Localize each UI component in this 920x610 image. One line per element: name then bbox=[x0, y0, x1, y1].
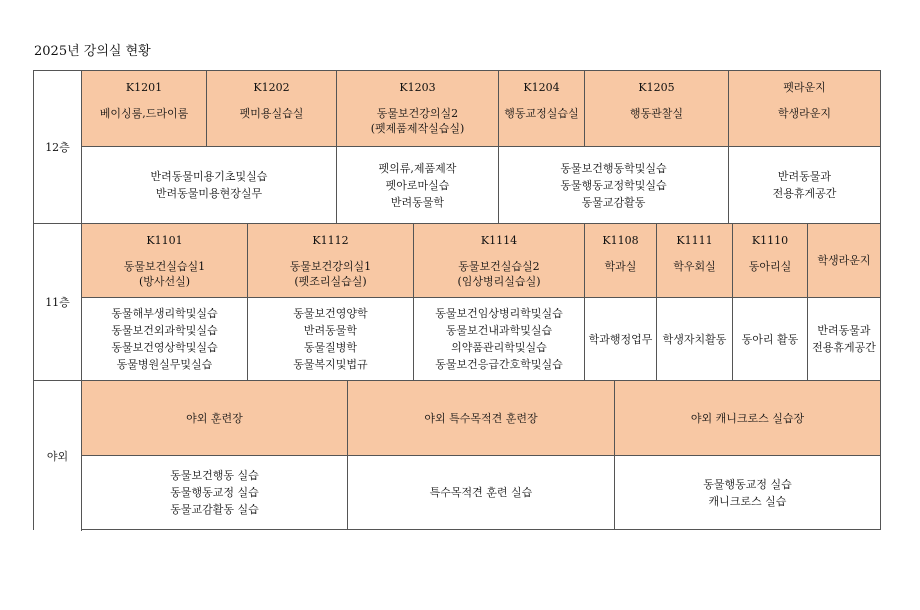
usage-item: 동물교감활동 실습 bbox=[170, 503, 259, 516]
floor-label-outdoor bbox=[34, 381, 82, 531]
usage-item: 캐니크로스 실습 bbox=[708, 494, 787, 508]
usage-item: 전용휴게공간 bbox=[772, 187, 837, 200]
room-code: K1112 bbox=[312, 234, 349, 247]
room-code: K1204 bbox=[523, 81, 560, 94]
room-name: 학생라운지 bbox=[777, 107, 832, 120]
outdoor-cell-canicross bbox=[615, 381, 880, 456]
room-subname: (방사선실) bbox=[138, 275, 191, 288]
usage-item: 특수목적견 훈련 실습 bbox=[429, 486, 533, 499]
room-subname: (펫제품제작실습실) bbox=[370, 122, 465, 135]
usage-cell-12-a bbox=[82, 147, 337, 224]
usage-item: 반려동물과 bbox=[817, 324, 871, 337]
room-code: K1205 bbox=[638, 81, 675, 94]
room-cell-k1112 bbox=[248, 224, 414, 298]
usage-item: 동물보건내과학및실습 bbox=[445, 324, 553, 337]
usage-item: 동물질병학 bbox=[303, 341, 358, 354]
usage-item: 동아리 활동 bbox=[741, 332, 799, 346]
room-name: 행동관찰실 bbox=[629, 107, 684, 120]
usage-item: 동물병원실무및실습 bbox=[116, 358, 213, 371]
usage-item: 전용휴게공간 bbox=[812, 341, 876, 354]
room-name: 베이싱룸,드라이룸 bbox=[99, 107, 189, 120]
outdoor-cell-special bbox=[348, 381, 615, 456]
usage-item: 반려동물과 bbox=[777, 170, 832, 183]
room-code: K1201 bbox=[125, 81, 163, 94]
usage-item: 동물보건응급간호학및실습 bbox=[435, 358, 563, 371]
usage-item: 반려동물학 bbox=[303, 324, 358, 337]
usage-item: 동물보건외과학및실습 bbox=[111, 324, 218, 337]
room-cell-k1101 bbox=[82, 224, 248, 298]
room-name: 동아리실 bbox=[748, 260, 792, 273]
usage-cell-11-e bbox=[657, 298, 733, 381]
floor-label-text: 11층 bbox=[45, 295, 70, 309]
usage-item: 의약품관리학및실습 bbox=[451, 341, 547, 354]
usage-cell-11-a bbox=[82, 298, 248, 381]
usage-item: 동물행동교정 실습 bbox=[703, 477, 792, 491]
usage-item: 동물교감활동 bbox=[581, 195, 646, 209]
room-code: K1101 bbox=[146, 234, 183, 247]
usage-item: 동물복지및법규 bbox=[293, 358, 368, 371]
room-name: 동물보건실습실2 bbox=[458, 260, 540, 273]
room-cell-k1201 bbox=[82, 71, 207, 147]
room-cell-k1202 bbox=[207, 71, 337, 147]
room-code: K1202 bbox=[253, 81, 290, 94]
room-cell-k1204 bbox=[499, 71, 585, 147]
room-code: 펫라운지 bbox=[783, 81, 826, 94]
usage-item: 펫의류,제품제작 bbox=[378, 161, 457, 175]
usage-cell-11-d bbox=[585, 298, 657, 381]
floor-label-12 bbox=[34, 71, 82, 224]
usage-cell-12-b bbox=[337, 147, 499, 224]
usage-cell-11-c bbox=[414, 298, 585, 381]
usage-item: 동물행동교정 실습 bbox=[170, 486, 259, 499]
usage-item: 동물보건임상병리학및실습 bbox=[435, 307, 563, 320]
room-cell-k1114 bbox=[414, 224, 585, 298]
room-name: 펫미용실습실 bbox=[239, 107, 304, 120]
usage-cell-11-g bbox=[808, 298, 880, 381]
usage-cell-12-d bbox=[729, 147, 880, 224]
room-cell-k1108 bbox=[585, 224, 657, 298]
outdoor-room-name: 야외 캐니크로스 실습장 bbox=[690, 411, 805, 425]
usage-item: 동물보건영양학 bbox=[293, 307, 368, 320]
usage-item: 학생자치활동 bbox=[662, 332, 727, 346]
room-name: 학우회실 bbox=[673, 260, 716, 273]
room-cell-k1205 bbox=[585, 71, 729, 147]
room-cell-pet-lounge bbox=[729, 71, 880, 147]
room-name: 동물보건강의실2 bbox=[376, 107, 459, 120]
usage-item: 동물보건행동 실습 bbox=[170, 469, 259, 482]
floor-label-11 bbox=[34, 224, 82, 381]
usage-item: 동물보건영상학및실습 bbox=[111, 341, 218, 354]
room-name: 학과실 bbox=[604, 260, 637, 273]
usage-item: 펫아로마실습 bbox=[385, 178, 450, 192]
usage-cell-12-c bbox=[499, 147, 729, 224]
room-code: K1111 bbox=[676, 234, 713, 247]
room-name: 동물보건강의실1 bbox=[289, 260, 372, 273]
usage-item: 동물행동교정학및실습 bbox=[560, 178, 667, 192]
room-subname: (펫조리실습실) bbox=[294, 275, 367, 288]
usage-item: 동물해부생리학및실습 bbox=[111, 307, 218, 320]
classroom-table bbox=[33, 70, 881, 530]
usage-item: 동물보건행동학및실습 bbox=[560, 161, 667, 175]
outdoor-usage-special bbox=[348, 456, 615, 529]
room-cell-k1203 bbox=[337, 71, 499, 147]
usage-item: 학과행정업무 bbox=[588, 332, 653, 346]
room-code: K1108 bbox=[602, 234, 639, 247]
usage-item: 반려동물미용현장실무 bbox=[155, 187, 263, 200]
outdoor-usage-canicross bbox=[615, 456, 880, 529]
room-code: K1114 bbox=[480, 234, 518, 247]
room-name: 행동교정실습실 bbox=[504, 107, 579, 120]
usage-cell-11-b bbox=[248, 298, 414, 381]
outdoor-cell-training bbox=[82, 381, 348, 456]
floor-label-text: 야외 bbox=[46, 449, 69, 463]
room-name: 학생라운지 bbox=[817, 254, 871, 267]
outdoor-usage-training bbox=[82, 456, 348, 529]
usage-item: 반려동물학 bbox=[390, 195, 445, 209]
usage-item: 반려동물미용기초및실습 bbox=[150, 170, 268, 183]
room-cell-k1110 bbox=[733, 224, 808, 298]
room-code: K1110 bbox=[751, 234, 789, 247]
page-title: 2025년 강의실 현황 bbox=[34, 44, 151, 59]
outdoor-room-name: 야외 특수목적견 훈련장 bbox=[424, 411, 538, 425]
room-cell-student-lounge bbox=[808, 224, 880, 298]
floor-label-text: 12층 bbox=[45, 140, 70, 154]
usage-cell-11-f bbox=[733, 298, 808, 381]
room-code: K1203 bbox=[399, 81, 436, 94]
room-name: 동물보건실습실1 bbox=[123, 260, 206, 273]
outdoor-room-name: 야외 훈련장 bbox=[186, 411, 243, 425]
room-subname: (임상병리실습실) bbox=[457, 275, 541, 288]
room-cell-k1111 bbox=[657, 224, 733, 298]
